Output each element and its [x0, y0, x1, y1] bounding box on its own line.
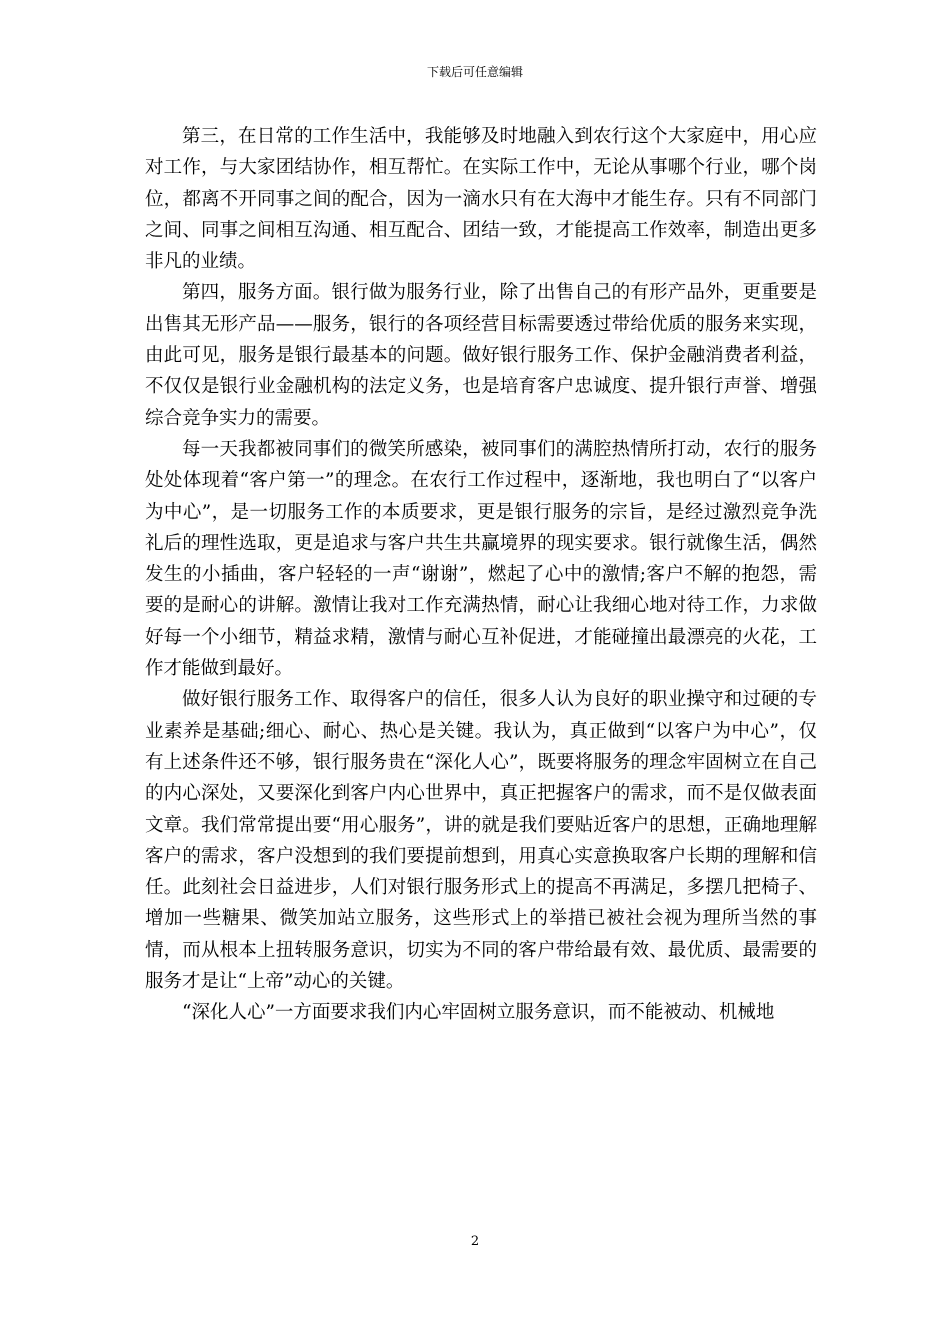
page-header: 下载后可任意编辑 [426, 65, 523, 79]
paragraph-3: 每一天我都被同事们的微笑所感染，被同事们的满腔热情所打动，农行的服务处处体现着“客户第一”的理念。在农行工作过程中，逐渐地，我也明白了“以客户为中心”，是一切服务工作的本质要求，更是银行服务的宗旨，是经过激烈竞争洗礼后的理性选取，更是追求与客户共生共赢境界的现实要求。银行就像生活，偶然发生的小插曲，客户轻轻的一声“谢谢”，燃起了心中的激情;客户不解的抱怨，需要的是耐心的讲解。激情让我对工作充满热情，耐心让我细心地对待工作，力求做好每一个小细节，精益求精，激情与耐心互补促进，才能碰撞出最漂亮的火花，工作才能做到最好。 [145, 438, 817, 680]
paragraph-4: 做好银行服务工作、取得客户的信任，很多人认为良好的职业操守和过硬的专业素养是基础;细心、耐心、热心是关键。我认为，真正做到“以客户为中心”，仅有上述条件还不够，银行服务贵在“深化人心”，既要将服务的理念牢固树立在自己的内心深处，又要深化到客户内心世界中，真正把握客户的需求，而不是仅做表面文章。我们常常提出要“用心服务”，讲的就是我们要贴近客户的思想，正确地理解客户的需求，客户没想到的我们要提前想到，用真心实意换取客户长期的理解和信任。此刻社会日益进步，人们对银行服务形式上的提高不再满足，多摆几把椅子、增加一些糖果、微笑加站立服务，这些形式上的举措已被社会视为理所当然的事情，而从根本上扭转服务意识，切实为不同的客户带给最有效、最优质、最需要的服务才是让“上帝”动心的关键。 [145, 689, 817, 993]
paragraph-1: 第三，在日常的工作生活中，我能够及时地融入到农行这个大家庭中，用心应对工作，与大家团结协作，相互帮忙。在实际工作中，无论从事哪个行业，哪个岗位，都离不开同事之间的配合，因为一滴水只有在大海中才能生存。只有不同部门之间、同事之间相互沟通、相互配合、团结一致，才能提高工作效率，制造出更多非凡的业绩。 [145, 126, 817, 273]
document-body [145, 121, 817, 1029]
page-number: 2 [470, 1234, 480, 1249]
paragraph-5: “深化人心”一方面要求我们内心牢固树立服务意识，而不能被动、机械地 [182, 1002, 775, 1024]
paragraph-2: 第四，服务方面。银行做为服务行业，除了出售自己的有形产品外，更重要是出售其无形产品——服务，银行的各项经营目标需要透过带给优质的服务来实现，由此可见，服务是银行最基本的问题。做好银行服务工作、保护金融消费者利益，不仅仅是银行业金融机构的法定义务，也是培育客户忠诚度、提升银行声誉、增强综合竞争实力的需要。 [145, 282, 817, 429]
